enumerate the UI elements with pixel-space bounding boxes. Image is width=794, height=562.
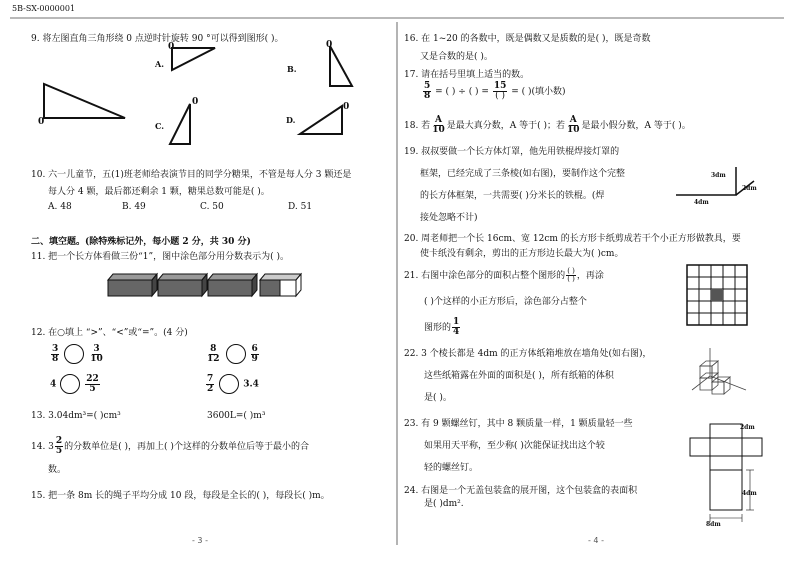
option-c-triangle: [170, 104, 190, 144]
q17-equation: $\frac{5}{8}$ = ( ) ÷ ( ) = $\frac{15}{( )}$ = ( )(填小数): [424, 81, 566, 101]
q16-line2: 又是合数的是( )。: [420, 52, 493, 62]
option-a-label: A.: [155, 59, 164, 69]
q19-line1: 19. 叔叔要做一个长方体灯罩，他先用铁棍焊接灯罩的: [404, 147, 620, 157]
shaded-cell: [711, 289, 723, 301]
q19-label-4dm: 4dm: [694, 199, 709, 206]
q16-line1: 16. 在 1~20 的各数中，既是偶数又是质数的是( )，既是奇数: [404, 34, 651, 44]
compare-circle[interactable]: [60, 374, 80, 394]
compare-circle[interactable]: [219, 374, 239, 394]
q10-option-a: A. 48: [48, 202, 72, 212]
q21-line1: 21. 右图中涂色部分的面积占整个图形的 $\frac{( )}{( )}$ ，再涂: [404, 267, 604, 283]
q15-text: 15. 把一条 8m 长的绳子平均分成 10 段，每段是全长的( )，每段长( )m。: [31, 491, 330, 501]
origin-label: 0: [38, 117, 45, 127]
q21-line2: ( )个这样的小正方形后，涂色部分占整个: [424, 297, 587, 307]
option-a-triangle: [172, 48, 215, 70]
q24-line1: 24. 右图是一个无盖包装盒的展开图，这个包装盒的表面积: [404, 486, 638, 496]
q22-line2: 这些纸箱露在外面的面积是( )，所有纸箱的体积: [424, 371, 614, 381]
q14-line1: 14. 3 $\frac{2}{5}$ 的分数单位是( )，再加上( )个这样的分数单位后等于最小的合: [31, 436, 309, 456]
q24-net-figure: [686, 422, 766, 532]
q12-item-4: $\frac{7}{2}$ 3.4: [207, 373, 259, 394]
origin-label: 0: [168, 42, 175, 52]
q10-option-b: B. 49: [122, 202, 146, 212]
q24-label-8dm: 8dm: [706, 521, 721, 528]
q18-text: 18. 若 $\frac{A}{10}$ 是最大真分数，A 等于( )；若 $\frac{A}{10}$ 是最小假分数，A 等于( )。: [404, 115, 691, 135]
compare-circle[interactable]: [226, 344, 246, 364]
option-d-triangle: [300, 106, 342, 134]
origin-label: 0: [343, 102, 350, 112]
q12-item-1: $\frac{3}{8}$ $\frac{3}{10}$: [52, 343, 103, 364]
q22-line3: 是( )。: [424, 393, 452, 403]
page-number-right: - 4 -: [588, 536, 604, 545]
q21-grid-figure: [686, 264, 750, 328]
option-c-label: C.: [155, 121, 165, 131]
q10-line1: 10. 六一儿童节，五(1)班老师给表演节目的同学分糖果，不管是每人分 3 颗还是: [31, 170, 352, 180]
origin-label: 0: [192, 97, 199, 107]
q24-label-2dm: 2dm: [740, 424, 755, 431]
q11-text: 11. 把一个长方体看做三份“1”，图中涂色部分用分数表示为( )。: [31, 252, 289, 262]
doc-code: 5B-SX-0000001: [12, 4, 76, 13]
compare-circle[interactable]: [64, 344, 84, 364]
q23-line1: 23. 有 9 颗螺丝钉，其中 8 颗质量一样，1 颗质量轻一些: [404, 419, 633, 429]
original-triangle: [44, 84, 125, 118]
q22-line1: 22. 3 个棱长都是 4dm 的正方体纸箱堆放在墙角处(如右图)，: [404, 349, 652, 359]
q19-line4: 接处忽略不计): [420, 213, 478, 223]
q12-text: 12. 在○填上 “>”、“<”或“=”。(4 分): [31, 328, 188, 338]
q11-bars: [104, 270, 404, 306]
q19-label-3dm: 3dm: [711, 172, 726, 179]
origin-label: 0: [326, 40, 333, 50]
q19-line2: 框架，已经完成了三条棱(如右图)，要制作这个完整: [420, 169, 626, 179]
q13-part1: 13. 3.04dm³=( )cm³: [31, 411, 121, 421]
q21-line3: 图形的 $\frac{1}{4}$: [424, 317, 460, 337]
q17-text: 17. 请在括号里填上适当的数。: [404, 70, 530, 80]
q12-item-3: 4 $\frac{22}{5}$: [50, 373, 99, 394]
q20-line2: 使卡纸没有剩余，剪出的正方形边长最大为( )cm。: [420, 249, 624, 259]
q9-text: 9. 将左图直角三角形绕 0 点逆时针旋转 90 °可以得到图形( )。: [31, 34, 284, 44]
q20-line1: 20. 周老师把一个长 16cm、宽 12cm 的长方形卡纸剪成若干个小正方形做教具，要: [404, 234, 741, 244]
q19-line3: 的长方体框架，一共需要( )分米长的铁棍。(焊: [420, 191, 605, 201]
option-b-label: B.: [287, 64, 297, 74]
page-number-left: - 3 -: [192, 536, 208, 545]
q10-option-d: D. 51: [288, 202, 313, 212]
option-d-label: D.: [286, 115, 296, 125]
q24-label-4dm: 4dm: [742, 490, 757, 497]
q13-part2: 3600L=( )m³: [207, 411, 266, 421]
q19-label-2dm: 2dm: [742, 185, 757, 192]
q9-figures: [30, 44, 390, 154]
q22-boxes-figure: [686, 346, 756, 406]
q24-line2: 是( )dm².: [424, 499, 464, 509]
section-2-title: 二、填空题。(除特殊标记外，每小题 2 分，共 30 分): [31, 237, 251, 247]
q10-option-c: C. 50: [200, 202, 224, 212]
q14-line2: 数。: [48, 465, 67, 475]
q10-line2: 每人分 4 颗，最后都还剩余 1 颗，糖果总数可能是( )。: [48, 187, 270, 197]
q23-line3: 轻的螺丝钉。: [424, 463, 479, 473]
q12-item-2: $\frac{8}{12}$ $\frac{6}{9}$: [207, 343, 258, 364]
option-b-triangle: [330, 46, 352, 86]
q23-line2: 如果用天平称，至少称( )次能保证找出这个较: [424, 441, 605, 451]
